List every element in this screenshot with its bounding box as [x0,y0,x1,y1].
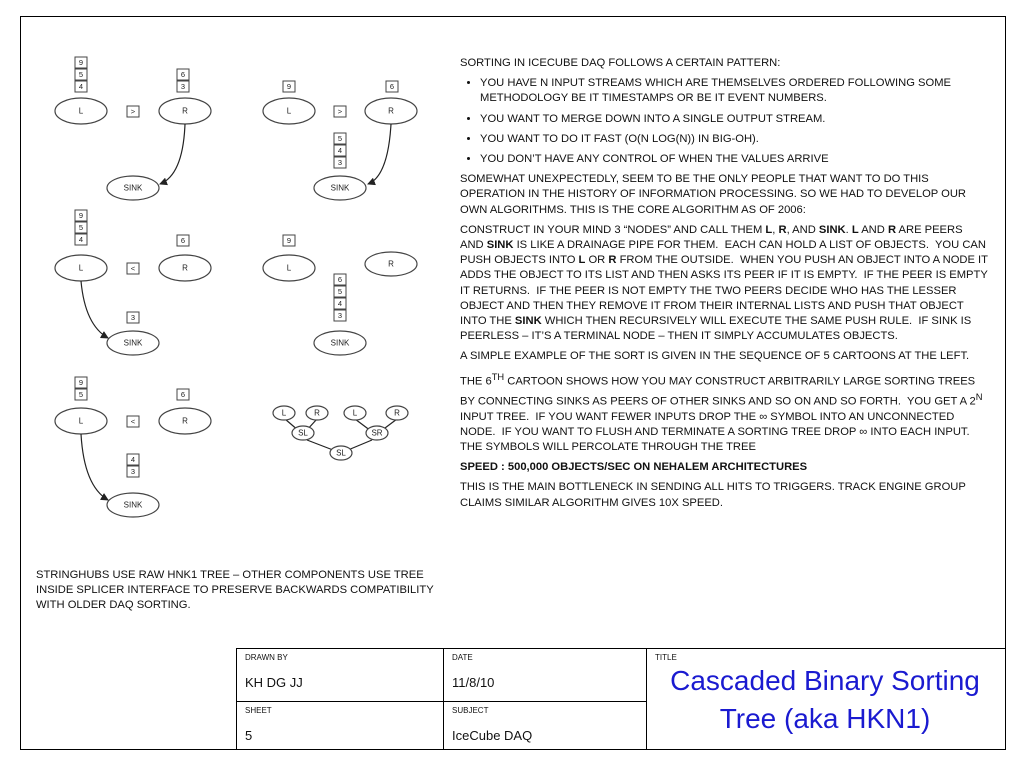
text-run: OR [585,254,609,267]
bold-run: R [887,223,897,236]
tree-node-l-label: L [352,408,358,418]
cartoon-4 [263,235,417,355]
tree-node-l-label: L [281,408,287,418]
text-run: , AND [786,223,819,236]
notes-bullet: • YOU WANT TO MERGE DOWN INTO A SINGLE OUTPUT STREAM. [480,112,988,127]
tree-node-r-label: R [394,408,400,418]
text-run: , [772,223,779,236]
speed-note [460,460,988,475]
tree-node-r-label: R [314,408,320,418]
text-run: THE 6 [460,375,492,388]
subject-label: SUBJECT [452,706,489,715]
bold-run: R [608,254,617,267]
text-run: INPUT TREE. IF YOU WANT FEWER INPUTS DROP THE ∞ SYMBOL INTO AN UNCONNECTED NODE. IF YOU WANT TO FLUSH AND TERMINATE A SORTING TREE DROP ∞ INTO EACH INPUT. THE SYMBOLS WILL PERCOLATE THROUGH THE TREE [460,395,986,453]
stack-value: 4 [130,455,136,464]
title-block-date [443,648,646,701]
date-label: DATE [452,653,473,662]
text-run: CONSTRUCT IN YOUR MIND 3 “NODES” AND CALL THEM [460,223,766,236]
stack-value: 3 [130,313,136,322]
title-block-sheet [236,701,443,750]
speed-text: SPEED : 500,000 OBJECTS/SEC ON NEHALEM ARCHITECTURES [460,461,808,474]
stack-value: 9 [78,378,84,387]
tree-edge [348,440,372,450]
bold-run: L [578,254,586,267]
stack-value: 4 [78,82,84,91]
cartoon-6-tree [273,406,408,460]
notes-bullet: • YOU HAVE N INPUT STREAMS WHICH ARE THEMSELVES ORDERED FOLLOWING SOME METHODOLOGY BE IT TIMESTAMPS OR BE IT EVENT NUMBERS. [480,76,988,106]
text-run: . [845,223,852,236]
tree-node-sl-label: SL [298,428,308,438]
drawing-title-line-2: Tree (aka HKN1) [719,703,931,734]
drawn-by-label: DRAWN BY [245,653,288,662]
notes-intro: SORTING IN ICECUBE DAQ FOLLOWS A CERTAIN PATTERN: [460,57,781,69]
tree-edge [307,440,333,450]
notes-bullet: • YOU WANT TO DO IT FAST (O(N LOG(N)) IN BIG-OH). [480,132,988,147]
stack-value: 3 [337,311,343,320]
node-r-label: R [182,416,188,426]
superscript: N [975,391,983,402]
stringhub-note: STRINGHUBS USE RAW HNK1 TREE – OTHER COMPONENTS USE TREE INSIDE SPLICER INTERFACE TO PRESERVE BACKWARDS COMPATIBILITY WITH OLDER DAQ SORTING. [36,569,434,612]
stack-value: 6 [337,275,343,284]
cartoon-1 [55,57,211,200]
node-sink-label: SINK [123,500,143,510]
notes-bullet: • YOU DON’T HAVE ANY CONTROL OF WHEN THE VALUES ARRIVE [480,152,988,167]
comparator-symbol: < [130,264,136,273]
stack-value: 6 [389,82,395,91]
stack-value: 6 [180,390,186,399]
stack-value: 4 [78,235,84,244]
notes-paragraph-2 [460,223,991,345]
stack-value: 9 [286,82,292,91]
node-l-label: L [286,263,292,273]
node-r-label: R [182,106,188,116]
bold-run: R [778,223,787,236]
text-run: WHICH THEN RECURSIVELY WILL EXECUTE THE SAME PUSH RULE. IF SINK IS PEERLESS – IT’S A TERMINAL NODE – THEN IT SIMPLY ACCUMULATES OBJECTS. [460,315,975,343]
subject-value: IceCube DAQ [452,728,533,743]
drawn-by-value: KH DG JJ [245,675,303,690]
edge-r-to-sink [368,124,391,184]
edge-l-to-sink [81,281,108,338]
drawing-title-line-1: Cascaded Binary Sorting [670,665,980,696]
superscript: TH [491,371,505,382]
title-label: TITLE [655,653,677,662]
date-value: 11/8/10 [452,675,495,690]
node-sink-label: SINK [330,338,350,348]
stack-value: 6 [180,70,186,79]
node-sink-label: SINK [330,183,350,193]
node-l-label: L [78,416,84,426]
text-run: IS LIKE A DRAINAGE PIPE FOR THEM. EACH CAN HOLD A LIST OF OBJECTS. YOU CAN PUSH OBJECTS INTO [460,239,990,267]
cartoon-2 [263,81,417,200]
stack-value: 9 [78,211,84,220]
node-l-label: L [78,106,84,116]
text-run: CARTOON SHOWS HOW YOU MAY CONSTRUCT ARBITRARILY LARGE SORTING TREES BY CONNECTING SINKS AS PEERS OF OTHER SINKS AND SO ON AND SO FORTH. YOU GET A 2 [460,375,979,408]
stack-c1-l [75,57,87,92]
stack-value: 3 [337,158,343,167]
stack-c4-sink [334,274,346,321]
title-block-subject [443,701,646,750]
stack-value: 4 [337,146,343,155]
title-block-drawn-by [236,648,443,701]
stack-value: 9 [286,236,292,245]
drawing-title [648,662,1002,738]
notes-paragraph-1: SOMEWHAT UNEXPECTEDLY, SEEM TO BE THE ONLY PEOPLE THAT WANT TO DO THIS OPERATION IN THE HISTORY OF INFORMATION PROCESSING. SO WE HAD TO DEVELOP OUR OWN ALGORITHMS. THIS IS THE CORE ALGORITHM AS OF 2006: [460,173,967,216]
stack-value: 5 [337,134,343,143]
stack-value: 3 [130,467,136,476]
comparator-symbol: > [130,107,136,116]
text-run: FROM THE OUTSIDE. WHEN YOU PUSH AN OBJECT INTO A NODE IT ADDS THE OBJECT TO ITS LIST AND THEN ASKS ITS PEER IF IT IS EMPTY. IF THE PEER IS EMPTY IT RETURNS. IF THE PEER IS NOT EMPTY THE TWO PEERS DECIDE WHO HAS THE LESSER OBJECT AND THEN THEY REMOVE IT FROM THEIR INTERNAL LISTS AND PUSH THAT OBJECT INTO THE [460,254,991,328]
notes-paragraph-4 [460,370,988,455]
bold-run: L [851,223,859,236]
stack-value: 4 [337,299,343,308]
edge-r-to-sink [160,124,185,184]
node-l-label: L [78,263,84,273]
cartoon-3 [55,210,211,355]
stack-value: 5 [78,390,84,399]
comparator-symbol: < [130,417,136,426]
stack-c1-r [177,69,189,92]
stack-value: 5 [78,223,84,232]
sheet-value: 5 [245,728,253,743]
node-r-label: R [388,259,394,269]
node-l-label: L [286,106,292,116]
stack-value: 3 [180,82,186,91]
bold-run: SINK [514,315,542,328]
tree-node-sr-label: SR [371,428,383,438]
stack-value: 5 [78,70,84,79]
node-r-label: R [182,263,188,273]
notes-paragraph-3: A SIMPLE EXAMPLE OF THE SORT IS GIVEN IN THE SEQUENCE OF 5 CARTOONS AT THE LEFT. [460,350,970,363]
sheet-label: SHEET [245,706,272,715]
node-sink-label: SINK [123,338,143,348]
text-run: AND [858,223,888,236]
bold-run: L [765,223,773,236]
comparator-symbol: > [337,107,343,116]
stack-value: 6 [180,236,186,245]
cartoon-5 [55,377,211,517]
bold-run: SINK [486,239,514,252]
bold-run: SINK [818,223,846,236]
algorithm-notes [460,56,991,516]
text-run: ARE PEERS AND [460,223,966,252]
stack-c2-mid [334,133,346,168]
node-r-label: R [388,106,394,116]
stack-value: 5 [337,287,343,296]
node-sink-label: SINK [123,183,143,193]
tree-node-sl-root-label: SL [336,448,346,458]
stack-value: 9 [78,58,84,67]
notes-bullet-list [460,76,988,167]
notes-paragraph-5: THIS IS THE MAIN BOTTLENECK IN SENDING ALL HITS TO TRIGGERS. TRACK ENGINE GROUP CLAIMS SIMILAR ALGORITHM GIVES 10X SPEED. [460,481,966,509]
edge-l-to-sink [81,434,108,500]
